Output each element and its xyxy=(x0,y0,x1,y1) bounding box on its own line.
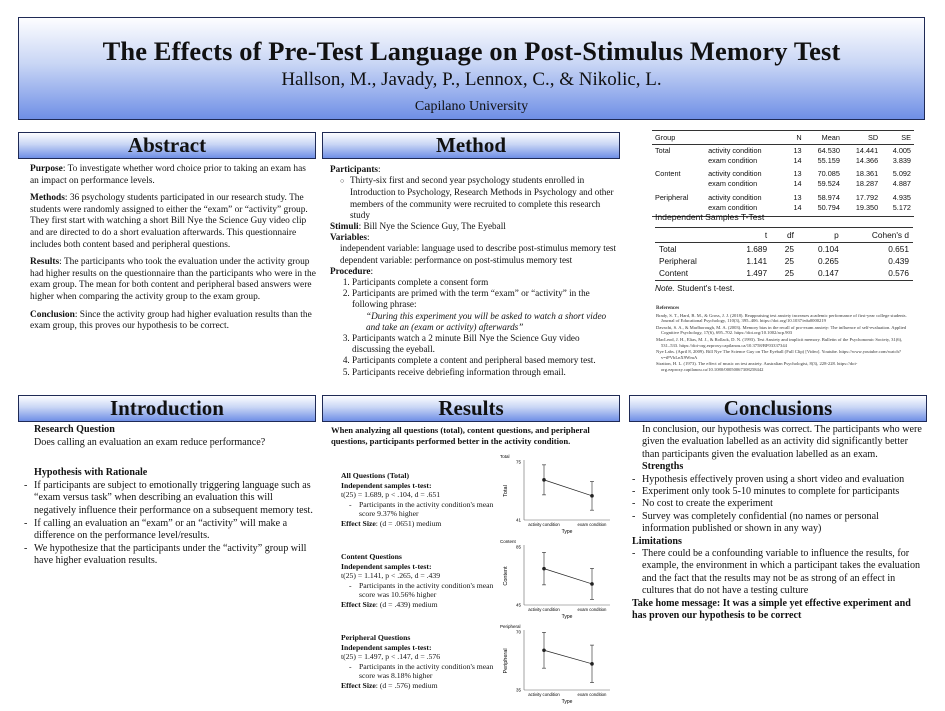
ttest-cell: Peripheral xyxy=(659,256,697,266)
desc-cell: 55.159 xyxy=(817,155,840,165)
y-axis-label: Peripheral xyxy=(503,648,509,674)
desc-cell: activity condition xyxy=(708,145,762,155)
procedure-step: 5. Participants receive debriefing information through email. xyxy=(352,367,620,378)
strength-item: - No cost to create the experiment xyxy=(632,498,927,510)
ttest-cell: 1.689 xyxy=(746,244,768,254)
procedure-step: 1. Participants complete a consent form xyxy=(352,277,620,288)
procedure-list xyxy=(330,277,620,378)
x-axis-label: Type xyxy=(561,614,573,620)
desc-cell: 70.085 xyxy=(817,169,840,178)
poster-title: The Effects of Pre-Test Language on Post-Stimulus Memory Test xyxy=(102,36,841,66)
stimuli: Stimuli: Bill Nye the Science Guy, The Eyeball xyxy=(330,221,506,232)
desc-cell: 18.361 xyxy=(855,169,879,178)
ttest-cell: 25 xyxy=(784,256,794,266)
reference-item: Brady, S. T., Hard, B. M., & Gross, J. J. (2018). Reappraising test anxiety increases academic performance of first-year college students. Journal of Educational Psychology, 110(3), 395–406. https://doi.org/10.1037/edu0000219 xyxy=(656,312,907,324)
desc-header-cell: SD xyxy=(843,131,881,145)
ttest-table xyxy=(655,227,913,279)
x-tick-label: activity condition xyxy=(528,692,560,697)
ttest-cell: 1.497 xyxy=(746,268,768,278)
dependent-variable: dependent variable: performance on post-stimulus memory test xyxy=(340,254,573,265)
ttest-row xyxy=(655,243,913,256)
desc-header-cell: Group xyxy=(652,131,705,145)
data-point xyxy=(590,582,594,586)
procedure-step: 4. Participants complete a content and peripheral based memory test. xyxy=(352,355,620,366)
hypothesis-list xyxy=(24,480,316,568)
ttest-cell: 25 xyxy=(784,244,794,254)
desc-cell: Peripheral xyxy=(655,192,689,202)
series-line xyxy=(544,569,592,584)
abstract-heading: Abstract xyxy=(18,132,316,159)
plot-peripheral xyxy=(498,622,616,706)
take-home-message: Take home message: It was a simple yet effective experiment and has proven our hypothesis to be correct xyxy=(632,597,911,622)
desc-cell: 17.792 xyxy=(855,192,879,202)
desc-row xyxy=(652,179,914,193)
strength-item: - Hypothesis effectively proven using a short video and evaluation xyxy=(632,474,927,486)
desc-cell: 58.974 xyxy=(817,192,840,202)
ttest-cell: 0.104 xyxy=(817,244,839,254)
x-tick-label: activity condition xyxy=(528,522,560,527)
ttest-header-cell: Cohen's d xyxy=(843,228,913,243)
reference-item: Stratton, H. L. (1973). The effect of music on test anxiety. Australian Psychologist, 8(3), 228-228. https://doi-org.ezproxy.capilanou.ca/10.1080/00050067308258442 xyxy=(656,361,858,372)
ttest-header-cell: p xyxy=(798,228,843,243)
ttest-cell: Total xyxy=(659,244,677,254)
ttest-cell: 0.651 xyxy=(888,244,909,254)
ttest-title: Independent Samples T-Test xyxy=(655,212,765,222)
results-lead: When analyzing all questions (total), content questions, and peripheral questions, participants performed better in the activity condition. xyxy=(331,425,590,446)
conclusions-heading: Conclusions xyxy=(629,395,927,422)
authors: Hallson, M., Javady, P., Lennox, C., & Nikolic, L. xyxy=(281,69,662,90)
desc-cell: 64.530 xyxy=(817,145,840,155)
descriptives-table xyxy=(652,130,914,217)
limitations-title: Limitations xyxy=(632,535,682,547)
participants-label: Participants: xyxy=(330,164,381,174)
desc-cell: 14 xyxy=(793,155,802,165)
x-tick-label: activity condition xyxy=(528,607,560,612)
desc-cell: Content xyxy=(655,169,681,178)
x-tick-label: exam condition xyxy=(577,607,607,612)
desc-cell: 4.005 xyxy=(892,145,911,155)
desc-cell: 3.839 xyxy=(892,155,911,165)
desc-cell: 18.287 xyxy=(855,179,879,188)
independent-variable: independent variable: language used to describe post-stimulus memory test xyxy=(340,243,617,254)
y-tick-label: 41 xyxy=(515,517,521,523)
data-point xyxy=(590,662,594,666)
plot-content xyxy=(498,537,616,621)
results-heading: Results xyxy=(322,395,620,422)
data-point xyxy=(590,494,594,498)
reference-item: Davachi, S. A., & Marlborough, M. A. (2003). Memory bias in the recall of pro-exam anxiety: The influence of self-evaluation. Applied Cognitive Psychology, 17(6), 695–702. https://doi.org/10.1002/acp.903 xyxy=(656,324,907,336)
ttest-note: Note. Student's t-test. xyxy=(655,280,913,293)
procedure-step: 3. Participants watch a 2 minute Bill Nye the Science Guy video discussing the eyeball. xyxy=(352,333,620,355)
data-point xyxy=(542,478,546,482)
plot-total xyxy=(498,452,616,536)
strengths-list xyxy=(632,474,927,536)
reference-item: MacLeod, J. H., Elias, M. J., & Rollack, D. N. (1993). Test Anxiety and implicit memory. Bulletin of the Psychonomic Society, 31(6), 531–533. https://doi-org.ezproxy.capilanou.ca/10.3758/BF03337344 xyxy=(656,336,903,348)
ttest-cell: 25 xyxy=(784,268,794,278)
desc-row xyxy=(652,169,914,179)
descriptives-table-wrap xyxy=(652,130,914,217)
y-tick-label: 35 xyxy=(515,687,521,693)
plot-title: Content xyxy=(500,539,516,544)
participants-text: ○ Thirty-six first and second year psychology students enrolled in Introduction to Psychology, Research Methods in Psychology and other members of the community were recruited to complete this research study xyxy=(340,175,620,221)
limitation-item: - There could be a confounding variable to influence the results, for example, the environment in which a participant takes the evaluation and the fact that the results may not be as strong of an effect in cultures that do not have a testing culture xyxy=(632,548,927,598)
strengths-title: Strengths xyxy=(642,461,684,473)
ttest-cell: 0.439 xyxy=(888,256,909,266)
method-section xyxy=(330,164,620,378)
y-axis-label: Total xyxy=(503,485,509,497)
x-tick-label: exam condition xyxy=(577,692,607,697)
ttest-cell: 0.147 xyxy=(817,268,839,278)
y-tick-label: 45 xyxy=(515,602,521,608)
affiliation: Capilano University xyxy=(414,99,529,114)
desc-header-cell: N xyxy=(786,131,805,145)
ttest-cell: Content xyxy=(659,268,689,278)
desc-cell: 4.887 xyxy=(892,179,911,188)
x-tick-label: exam condition xyxy=(577,522,607,527)
data-point xyxy=(542,567,546,571)
ttest-cell: 1.141 xyxy=(746,256,768,266)
data-point xyxy=(542,648,546,652)
desc-row xyxy=(652,192,914,202)
references xyxy=(656,306,911,374)
introduction-heading: Introduction xyxy=(18,395,316,422)
y-tick-label: 85 xyxy=(515,544,521,550)
desc-cell: 13 xyxy=(793,192,802,202)
desc-cell: 13 xyxy=(793,145,802,155)
procedure-step: 2. Participants are primed with the term “exam” or “activity” in the following phrase: “During this experiment you will be asked to watch a short video and take an (exam or activity) afterwards” xyxy=(352,288,620,333)
y-tick-label: 75 xyxy=(515,459,521,465)
reference-item: Nye Labs. (April 8, 2009). Bill Nye The Science Guy on The Eyeball (Full Clip) [Video]. Youtube. https://www.youtube.com/watch?v=tPVbLnX9WmA xyxy=(656,349,901,360)
desc-cell: 13 xyxy=(793,169,802,178)
y-tick-label: 70 xyxy=(515,629,521,635)
method-heading: Method xyxy=(322,132,620,159)
desc-cell: 5.092 xyxy=(892,169,911,178)
desc-cell: 50.794 xyxy=(805,202,843,216)
ttest-table-wrap xyxy=(655,212,913,293)
conclusions-intro: In conclusion, our hypothesis was correct. The participants who were given the evaluation labelled as an activity did significantly better than participants given the evaluation labelled as an exam. xyxy=(642,424,922,460)
x-axis-label: Type xyxy=(561,529,573,535)
hypothesis-title: Hypothesis with Rationale xyxy=(34,467,148,479)
result-block-total: All Questions (Total) Independent samples t-test: t(25) = 1.689, p < .104, d = .651 - Participants in the activity condition's mean score 9.37% higher Effect Size: (d = .0651) medium xyxy=(341,471,501,529)
desc-cell: activity condition xyxy=(708,169,762,178)
desc-header-cell: SE xyxy=(881,131,914,145)
strength-item: - Experiment only took 5-10 minutes to complete for participants xyxy=(632,486,927,498)
procedure-label: Procedure: xyxy=(330,265,374,276)
desc-cell xyxy=(652,155,705,169)
abstract-purpose: Purpose: To investigate whether word choice prior to taking an exam has an impact on performance levels. xyxy=(30,164,306,186)
participants-list xyxy=(330,175,620,221)
result-block-content: Content Questions Independent samples t-test: t(25) = 1.141, p < .265, d = .439 - Participants in the activity condition's mean score was 10.56% higher Effect Size: (d = .439) medium xyxy=(341,552,501,610)
hypothesis-item: - We hypothesize that the participants under the “activity” group will have higher evaluation results. xyxy=(24,543,316,568)
ttest-header-cell: t xyxy=(726,228,771,243)
title-banner xyxy=(18,17,925,120)
desc-cell: exam condition xyxy=(708,179,758,188)
hypothesis-item: - If participants are subject to emotionally triggering language such as “exam versus task” when describing an evaluation this will negatively influence their performance on a subsequent memory test. xyxy=(24,480,316,518)
desc-row xyxy=(652,155,914,169)
desc-cell: 14 xyxy=(786,202,805,216)
series-line xyxy=(544,480,592,496)
plot-title: Peripheral xyxy=(500,624,521,629)
desc-cell: 14.366 xyxy=(855,155,879,165)
conclusions-section xyxy=(632,424,927,623)
plot-title: Total xyxy=(500,454,510,459)
ttest-row xyxy=(655,255,913,267)
desc-cell xyxy=(652,179,705,193)
research-question: Does calling an evaluation an exam reduce performance? xyxy=(34,436,266,448)
strength-item: - Survey was completely confidential (no names or personal information published or shown in any way) xyxy=(632,511,927,536)
series-line xyxy=(544,650,592,664)
result-block-peripheral: Peripheral Questions Independent samples t-test: t(25) = 1.497, p < .147, d = .576 - Participants in the activity condition's mean score was 8.18% higher Effect Size: (d = .576) medium xyxy=(341,633,501,691)
desc-cell: activity condition xyxy=(708,192,762,202)
desc-header-cell: Mean xyxy=(805,131,843,145)
desc-cell: 5.172 xyxy=(881,202,914,216)
desc-header-cell xyxy=(705,131,785,145)
x-axis-label: Type xyxy=(561,699,573,705)
research-question-title: Research Question xyxy=(34,424,115,435)
desc-cell: 19.350 xyxy=(843,202,881,216)
desc-cell: 14 xyxy=(793,179,802,188)
abstract-section xyxy=(30,164,316,339)
variables-label: Variables: xyxy=(330,232,370,243)
ttest-cell: 0.265 xyxy=(817,256,839,266)
y-axis-label: Content xyxy=(503,566,509,586)
desc-cell: exam condition xyxy=(708,155,758,165)
desc-cell: 59.524 xyxy=(817,179,840,188)
desc-cell: exam condition xyxy=(705,202,785,216)
desc-cell: Total xyxy=(655,145,671,155)
ttest-header-cell xyxy=(655,228,726,243)
ttest-header-cell: df xyxy=(771,228,798,243)
abstract-methods: Methods: 36 psychology students participated in our research study. The students were randomly assigned to either the “exam” or “activity” group. They first start with watching a short Bill Nye the Science Guy video clip and are directed to do a short evaluation afterwards. This questionnaire includes both content based and peripheral questions. xyxy=(30,193,308,250)
abstract-conclusion: Conclusion: Since the activity group had higher evaluation results than the exam group, this proves our hypothesis to be correct. xyxy=(30,309,312,332)
references-title: References xyxy=(656,306,680,311)
desc-cell: 4.935 xyxy=(892,192,911,202)
desc-cell: 14.441 xyxy=(855,145,879,155)
abstract-results: Results: The participants who took the evaluation under the activity group had higher results on the questionnaire than the participants who were in the exam group. The mean for both content and peripheral based answers were higher when comparing the activity group to the exam group. xyxy=(30,257,316,302)
hypothesis-item: - If calling an evaluation an “exam” or an “activity” will make a difference on the performance level/results. xyxy=(24,518,316,543)
introduction-section xyxy=(24,424,316,568)
priming-quote: “During this experiment you will be asked to watch a short video and take an (exam or activity) afterwards” xyxy=(366,310,607,332)
ttest-cell: 0.576 xyxy=(888,268,909,278)
limitations-list xyxy=(632,548,927,598)
ttest-row xyxy=(655,267,913,279)
desc-row xyxy=(652,145,914,156)
